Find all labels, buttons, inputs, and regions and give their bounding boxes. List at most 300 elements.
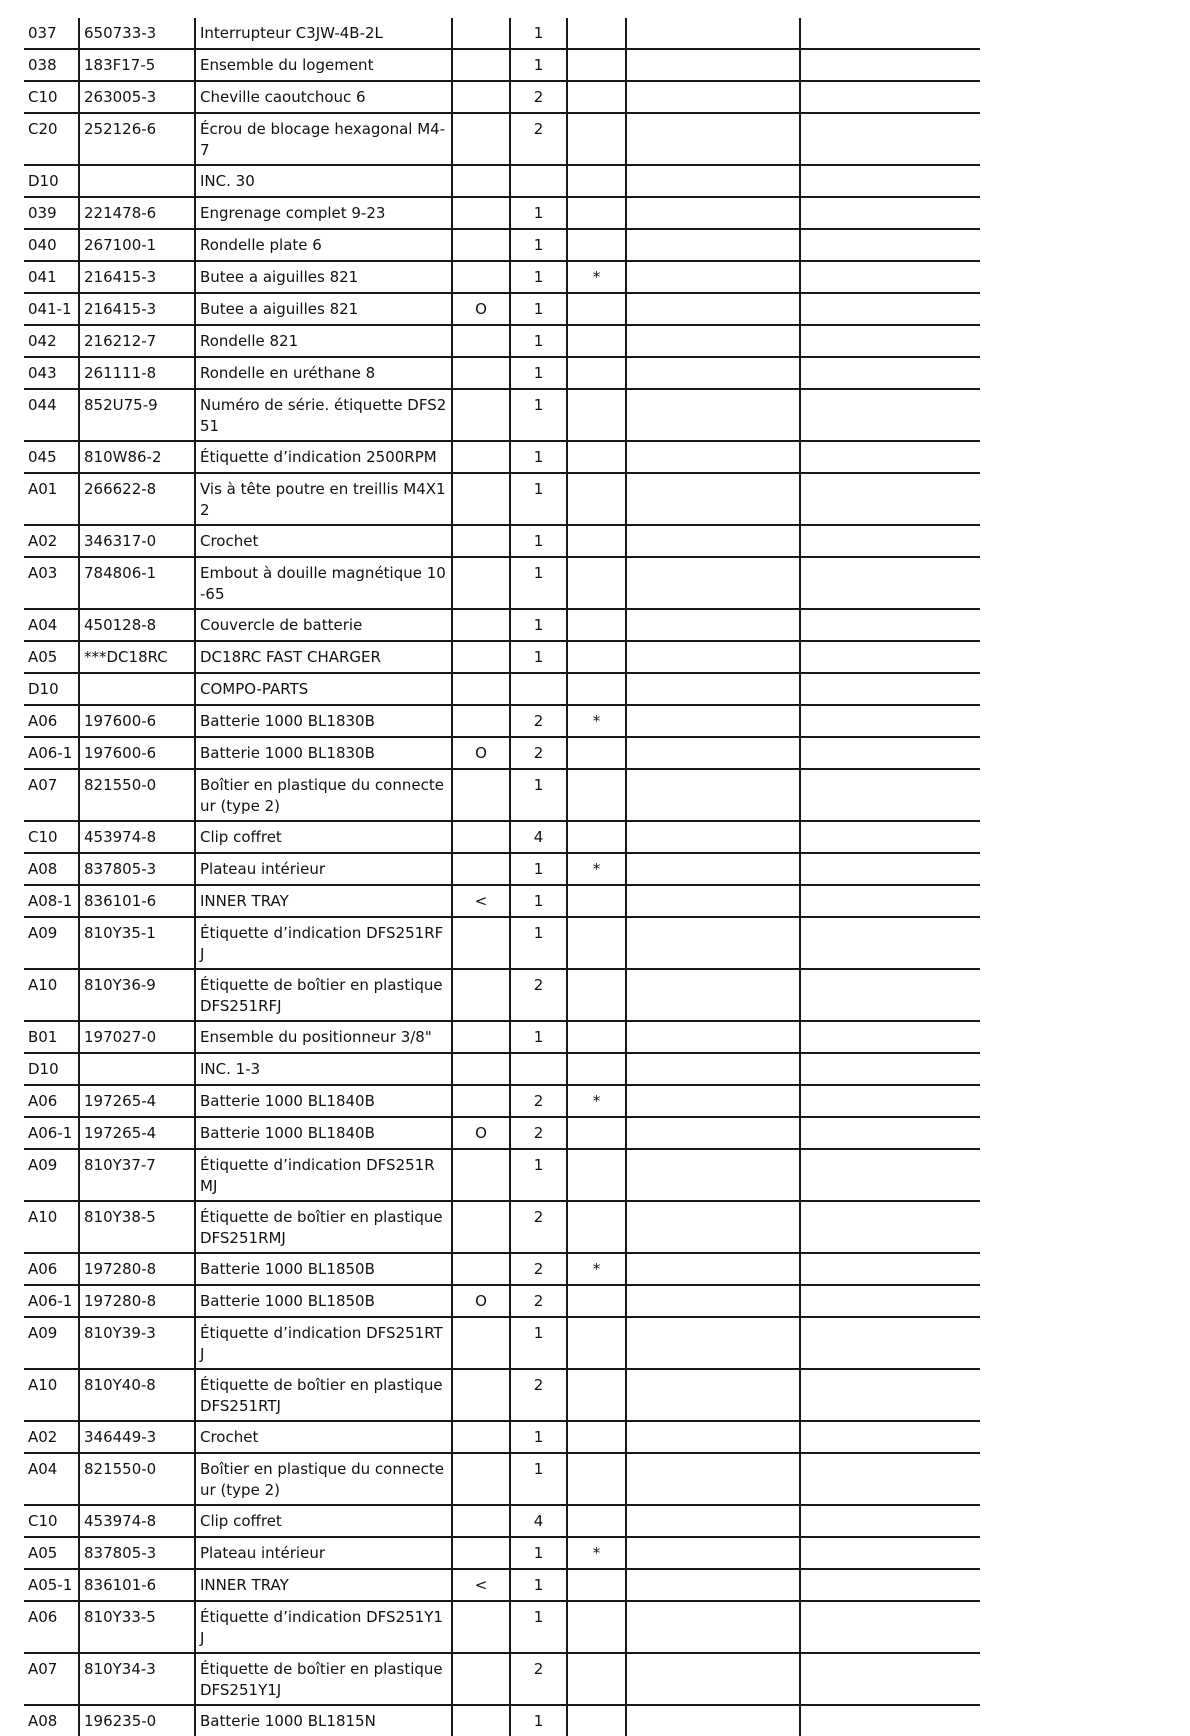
notes-cell	[800, 853, 980, 885]
part-number-cell: 852U75-9	[79, 389, 195, 441]
mark-cell	[567, 389, 626, 441]
notes-cell	[800, 293, 980, 325]
notes-cell	[800, 1021, 980, 1053]
table-row	[24, 1421, 980, 1453]
quantity-cell: 1	[510, 1569, 567, 1601]
item-number-cell: A06-1	[24, 737, 79, 769]
notes-cell	[800, 885, 980, 917]
table-row	[24, 641, 980, 673]
item-number-cell: A10	[24, 1369, 79, 1421]
notes-cell	[800, 1317, 980, 1369]
notes-cell	[626, 197, 800, 229]
option-cell	[452, 673, 510, 705]
notes-cell	[626, 1285, 800, 1317]
part-number-cell: 837805-3	[79, 853, 195, 885]
notes-cell	[800, 1149, 980, 1201]
mark-cell	[567, 525, 626, 557]
item-number-cell: 039	[24, 197, 79, 229]
table-row	[24, 261, 980, 293]
mark-cell	[567, 1285, 626, 1317]
part-number-cell: 267100-1	[79, 229, 195, 261]
mark-cell	[567, 1317, 626, 1369]
description-cell: Couvercle de batterie	[195, 609, 452, 641]
item-number-cell: A06-1	[24, 1117, 79, 1149]
part-number-cell: 810Y38-5	[79, 1201, 195, 1253]
part-number-cell: 216415-3	[79, 261, 195, 293]
table-row	[24, 473, 980, 525]
notes-cell	[626, 769, 800, 821]
notes-cell	[800, 389, 980, 441]
item-number-cell: A08	[24, 853, 79, 885]
table-row	[24, 853, 980, 885]
part-number-cell: 810Y37-7	[79, 1149, 195, 1201]
notes-cell	[800, 1421, 980, 1453]
notes-cell	[626, 261, 800, 293]
description-cell: Étiquette de boîtier en plastique DFS251RTJ	[195, 1369, 452, 1421]
notes-cell	[626, 737, 800, 769]
table-row	[24, 1653, 980, 1705]
mark-cell	[567, 1369, 626, 1421]
table-row	[24, 357, 980, 389]
option-cell: <	[452, 885, 510, 917]
item-number-cell: A07	[24, 1653, 79, 1705]
item-number-cell: A04	[24, 1453, 79, 1505]
part-number-cell: 821550-0	[79, 769, 195, 821]
mark-cell	[567, 917, 626, 969]
table-row	[24, 441, 980, 473]
description-cell: Butee a aiguilles 821	[195, 261, 452, 293]
description-cell: INNER TRAY	[195, 885, 452, 917]
mark-cell	[567, 1053, 626, 1085]
mark-cell	[567, 293, 626, 325]
option-cell	[452, 389, 510, 441]
quantity-cell: 1	[510, 1453, 567, 1505]
mark-cell: *	[567, 1085, 626, 1117]
quantity-cell: 4	[510, 1505, 567, 1537]
notes-cell	[626, 1053, 800, 1085]
description-cell: Étiquette d’indication DFS251RMJ	[195, 1149, 452, 1201]
item-number-cell: A06	[24, 705, 79, 737]
table-row	[24, 1601, 980, 1653]
parts-list-sheet	[24, 18, 980, 1736]
mark-cell	[567, 1453, 626, 1505]
item-number-cell: C10	[24, 81, 79, 113]
quantity-cell: 2	[510, 969, 567, 1021]
notes-cell	[626, 441, 800, 473]
notes-cell	[626, 1453, 800, 1505]
quantity-cell: 1	[510, 1705, 567, 1736]
mark-cell	[567, 557, 626, 609]
mark-cell	[567, 49, 626, 81]
mark-cell	[567, 673, 626, 705]
part-number-cell: 266622-8	[79, 473, 195, 525]
mark-cell: *	[567, 853, 626, 885]
notes-cell	[800, 1705, 980, 1736]
option-cell	[452, 261, 510, 293]
description-cell: Étiquette d’indication 2500RPM	[195, 441, 452, 473]
part-number-cell: 197600-6	[79, 737, 195, 769]
item-number-cell: A04	[24, 609, 79, 641]
option-cell	[452, 1369, 510, 1421]
option-cell: O	[452, 293, 510, 325]
quantity-cell: 2	[510, 737, 567, 769]
part-number-cell: 197280-8	[79, 1285, 195, 1317]
table-row	[24, 165, 980, 197]
part-number-cell	[79, 673, 195, 705]
notes-cell	[800, 325, 980, 357]
part-number-cell: 837805-3	[79, 1537, 195, 1569]
item-number-cell: A05-1	[24, 1569, 79, 1601]
mark-cell	[567, 441, 626, 473]
notes-cell	[626, 557, 800, 609]
part-number-cell: 263005-3	[79, 81, 195, 113]
notes-cell	[800, 1505, 980, 1537]
description-cell: Plateau intérieur	[195, 1537, 452, 1569]
part-number-cell: 183F17-5	[79, 49, 195, 81]
mark-cell	[567, 1421, 626, 1453]
quantity-cell: 1	[510, 197, 567, 229]
part-number-cell: 810Y39-3	[79, 1317, 195, 1369]
part-number-cell: 810W86-2	[79, 441, 195, 473]
item-number-cell: D10	[24, 165, 79, 197]
mark-cell	[567, 113, 626, 165]
part-number-cell: 810Y34-3	[79, 1653, 195, 1705]
description-cell: INC. 1-3	[195, 1053, 452, 1085]
quantity-cell: 1	[510, 525, 567, 557]
item-number-cell: A09	[24, 1317, 79, 1369]
quantity-cell: 1	[510, 229, 567, 261]
description-cell: Batterie 1000 BL1840B	[195, 1117, 452, 1149]
description-cell: INNER TRAY	[195, 1569, 452, 1601]
item-number-cell: C20	[24, 113, 79, 165]
notes-cell	[800, 81, 980, 113]
option-cell	[452, 49, 510, 81]
quantity-cell: 2	[510, 113, 567, 165]
table-row	[24, 197, 980, 229]
notes-cell	[800, 113, 980, 165]
part-number-cell: 216415-3	[79, 293, 195, 325]
notes-cell	[626, 641, 800, 673]
description-cell: Clip coffret	[195, 821, 452, 853]
description-cell: Rondelle 821	[195, 325, 452, 357]
notes-cell	[626, 1201, 800, 1253]
notes-cell	[626, 1569, 800, 1601]
item-number-cell: A05	[24, 1537, 79, 1569]
option-cell	[452, 1085, 510, 1117]
mark-cell	[567, 609, 626, 641]
item-number-cell: C10	[24, 821, 79, 853]
quantity-cell: 1	[510, 609, 567, 641]
table-row	[24, 1705, 980, 1736]
notes-cell	[626, 853, 800, 885]
table-row	[24, 769, 980, 821]
notes-cell	[626, 969, 800, 1021]
quantity-cell: 2	[510, 1201, 567, 1253]
option-cell	[452, 769, 510, 821]
quantity-cell: 1	[510, 885, 567, 917]
description-cell: Boîtier en plastique du connecte ur (type 2)	[195, 769, 452, 821]
description-cell: Étiquette d’indication DFS251RTJ	[195, 1317, 452, 1369]
notes-cell	[626, 1085, 800, 1117]
table-row	[24, 1201, 980, 1253]
notes-cell	[626, 389, 800, 441]
parts-table	[24, 18, 980, 1736]
quantity-cell: 2	[510, 705, 567, 737]
quantity-cell: 2	[510, 1085, 567, 1117]
description-cell: Boîtier en plastique du connecte ur (type 2)	[195, 1453, 452, 1505]
quantity-cell: 1	[510, 853, 567, 885]
part-number-cell: 821550-0	[79, 1453, 195, 1505]
notes-cell	[800, 165, 980, 197]
table-row	[24, 1053, 980, 1085]
item-number-cell: 037	[24, 18, 79, 49]
item-number-cell: A06	[24, 1601, 79, 1653]
description-cell: Batterie 1000 BL1830B	[195, 705, 452, 737]
option-cell	[452, 525, 510, 557]
mark-cell	[567, 81, 626, 113]
notes-cell	[800, 705, 980, 737]
notes-cell	[800, 18, 980, 49]
notes-cell	[626, 113, 800, 165]
option-cell	[452, 1453, 510, 1505]
part-number-cell	[79, 165, 195, 197]
description-cell: Batterie 1000 BL1815N	[195, 1705, 452, 1736]
quantity-cell: 2	[510, 1117, 567, 1149]
mark-cell	[567, 473, 626, 525]
table-row	[24, 969, 980, 1021]
mark-cell	[567, 821, 626, 853]
notes-cell	[800, 557, 980, 609]
quantity-cell	[510, 1053, 567, 1085]
notes-cell	[800, 1285, 980, 1317]
notes-cell	[626, 821, 800, 853]
table-row	[24, 609, 980, 641]
notes-cell	[800, 357, 980, 389]
option-cell	[452, 917, 510, 969]
table-row	[24, 1369, 980, 1421]
part-number-cell: 784806-1	[79, 557, 195, 609]
notes-cell	[626, 885, 800, 917]
description-cell: Étiquette d’indication DFS251RFJ	[195, 917, 452, 969]
option-cell	[452, 1421, 510, 1453]
notes-cell	[626, 473, 800, 525]
part-number-cell: 453974-8	[79, 1505, 195, 1537]
table-row	[24, 1117, 980, 1149]
description-cell: Crochet	[195, 1421, 452, 1453]
table-row	[24, 525, 980, 557]
item-number-cell: A02	[24, 525, 79, 557]
notes-cell	[800, 969, 980, 1021]
description-cell: Batterie 1000 BL1840B	[195, 1085, 452, 1117]
notes-cell	[800, 673, 980, 705]
option-cell: O	[452, 737, 510, 769]
part-number-cell: 346317-0	[79, 525, 195, 557]
notes-cell	[800, 1053, 980, 1085]
description-cell: Crochet	[195, 525, 452, 557]
notes-cell	[800, 1537, 980, 1569]
item-number-cell: A08-1	[24, 885, 79, 917]
option-cell	[452, 705, 510, 737]
table-row	[24, 1285, 980, 1317]
part-number-cell: 810Y36-9	[79, 969, 195, 1021]
notes-cell	[626, 1505, 800, 1537]
item-number-cell: 038	[24, 49, 79, 81]
notes-cell	[626, 525, 800, 557]
quantity-cell: 1	[510, 1149, 567, 1201]
mark-cell: *	[567, 1537, 626, 1569]
quantity-cell: 1	[510, 769, 567, 821]
item-number-cell: 045	[24, 441, 79, 473]
notes-cell	[800, 197, 980, 229]
notes-cell	[800, 473, 980, 525]
description-cell: DC18RC FAST CHARGER	[195, 641, 452, 673]
option-cell	[452, 325, 510, 357]
option-cell	[452, 197, 510, 229]
option-cell	[452, 1705, 510, 1736]
option-cell	[452, 853, 510, 885]
option-cell	[452, 1053, 510, 1085]
notes-cell	[800, 641, 980, 673]
quantity-cell: 1	[510, 325, 567, 357]
item-number-cell: 043	[24, 357, 79, 389]
table-row	[24, 885, 980, 917]
quantity-cell: 1	[510, 917, 567, 969]
mark-cell	[567, 1653, 626, 1705]
notes-cell	[800, 1569, 980, 1601]
quantity-cell: 1	[510, 1317, 567, 1369]
item-number-cell: A07	[24, 769, 79, 821]
notes-cell	[626, 229, 800, 261]
notes-cell	[800, 737, 980, 769]
table-row	[24, 1505, 980, 1537]
item-number-cell: 041	[24, 261, 79, 293]
notes-cell	[626, 293, 800, 325]
mark-cell: *	[567, 1253, 626, 1285]
part-number-cell: 810Y33-5	[79, 1601, 195, 1653]
quantity-cell	[510, 673, 567, 705]
table-row	[24, 557, 980, 609]
quantity-cell: 1	[510, 18, 567, 49]
item-number-cell: A09	[24, 917, 79, 969]
item-number-cell: D10	[24, 1053, 79, 1085]
mark-cell	[567, 641, 626, 673]
mark-cell	[567, 1505, 626, 1537]
part-number-cell: 197600-6	[79, 705, 195, 737]
quantity-cell: 1	[510, 293, 567, 325]
item-number-cell: A02	[24, 1421, 79, 1453]
option-cell	[452, 1149, 510, 1201]
item-number-cell: D10	[24, 673, 79, 705]
table-row	[24, 1085, 980, 1117]
mark-cell	[567, 1569, 626, 1601]
option-cell	[452, 641, 510, 673]
notes-cell	[800, 1117, 980, 1149]
part-number-cell: 836101-6	[79, 1569, 195, 1601]
item-number-cell: B01	[24, 1021, 79, 1053]
description-cell: Écrou de blocage hexagonal M4- 7	[195, 113, 452, 165]
mark-cell	[567, 1601, 626, 1653]
description-cell: Ensemble du logement	[195, 49, 452, 81]
quantity-cell: 1	[510, 641, 567, 673]
mark-cell	[567, 969, 626, 1021]
item-number-cell: A10	[24, 1201, 79, 1253]
table-row	[24, 1253, 980, 1285]
description-cell: Étiquette de boîtier en plastique DFS251RMJ	[195, 1201, 452, 1253]
part-number-cell: 216212-7	[79, 325, 195, 357]
part-number-cell: 197280-8	[79, 1253, 195, 1285]
notes-cell	[626, 18, 800, 49]
notes-cell	[626, 917, 800, 969]
mark-cell	[567, 325, 626, 357]
part-number-cell: ***DC18RC	[79, 641, 195, 673]
notes-cell	[626, 357, 800, 389]
description-cell: Batterie 1000 BL1830B	[195, 737, 452, 769]
notes-cell	[800, 261, 980, 293]
option-cell	[452, 473, 510, 525]
notes-cell	[800, 769, 980, 821]
table-row	[24, 389, 980, 441]
quantity-cell: 2	[510, 1653, 567, 1705]
option-cell	[452, 969, 510, 1021]
description-cell: Engrenage complet 9-23	[195, 197, 452, 229]
description-cell: Batterie 1000 BL1850B	[195, 1285, 452, 1317]
part-number-cell: 197265-4	[79, 1085, 195, 1117]
notes-cell	[626, 1253, 800, 1285]
option-cell	[452, 1537, 510, 1569]
table-row	[24, 737, 980, 769]
description-cell: Étiquette de boîtier en plastique DFS251RFJ	[195, 969, 452, 1021]
table-row	[24, 293, 980, 325]
description-cell: Étiquette de boîtier en plastique DFS251Y1J	[195, 1653, 452, 1705]
description-cell: Batterie 1000 BL1850B	[195, 1253, 452, 1285]
part-number-cell: 197265-4	[79, 1117, 195, 1149]
notes-cell	[626, 673, 800, 705]
notes-cell	[626, 1369, 800, 1421]
quantity-cell: 1	[510, 473, 567, 525]
part-number-cell: 261111-8	[79, 357, 195, 389]
notes-cell	[626, 705, 800, 737]
quantity-cell: 1	[510, 441, 567, 473]
item-number-cell: 041-1	[24, 293, 79, 325]
table-row	[24, 917, 980, 969]
item-number-cell: C10	[24, 1505, 79, 1537]
mark-cell	[567, 165, 626, 197]
quantity-cell: 2	[510, 1285, 567, 1317]
notes-cell	[800, 821, 980, 853]
notes-cell	[626, 1149, 800, 1201]
notes-cell	[626, 1537, 800, 1569]
mark-cell	[567, 357, 626, 389]
mark-cell	[567, 1201, 626, 1253]
notes-cell	[800, 1653, 980, 1705]
description-cell: Embout à douille magnétique 10 -65	[195, 557, 452, 609]
description-cell: Rondelle en uréthane 8	[195, 357, 452, 389]
description-cell: Vis à tête poutre en treillis M4X1 2	[195, 473, 452, 525]
notes-cell	[800, 229, 980, 261]
notes-cell	[626, 165, 800, 197]
notes-cell	[626, 81, 800, 113]
notes-cell	[626, 609, 800, 641]
description-cell: Étiquette d’indication DFS251Y1J	[195, 1601, 452, 1653]
description-cell: Rondelle plate 6	[195, 229, 452, 261]
description-cell: Interrupteur C3JW-4B-2L	[195, 18, 452, 49]
notes-cell	[800, 1453, 980, 1505]
mark-cell	[567, 1117, 626, 1149]
notes-cell	[626, 1021, 800, 1053]
part-number-cell: 197027-0	[79, 1021, 195, 1053]
option-cell	[452, 229, 510, 261]
option-cell	[452, 609, 510, 641]
